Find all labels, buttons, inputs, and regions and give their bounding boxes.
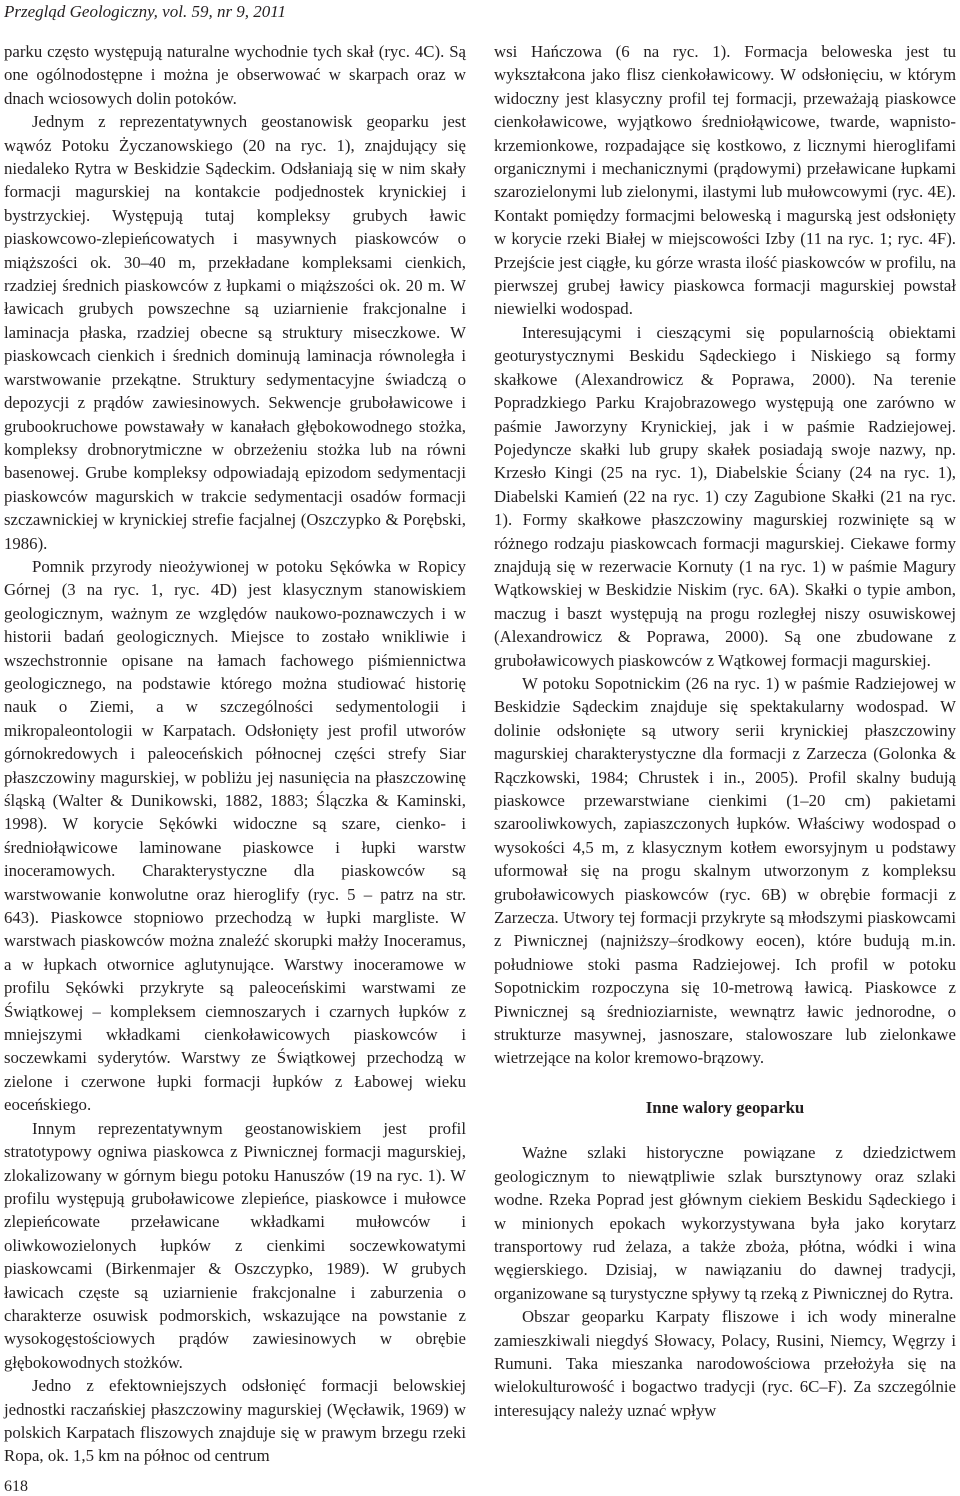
right-column [494, 40, 956, 1422]
paragraph: Pomnik przyrody nieożywionej w potoku Sękówka w Ropicy Górnej (3 na ryc. 1, ryc. 4D) jest klasycznym stanowiskiem geologicznym, ważnym ze względów naukowo-poznawczych i w historii badań geologicznych. Miejsce to zostało wnikliwie i wszechstronnie opisane na łamach fachowego piśmiennictwa geologicznego, na podstawie którego można studiować historię nauk o Ziemi, a w szczególności sedymentologii i mikropaleontologii w Karpatach. Odsłonięty jest profil utworów górnokredowych i paleoceńskich północnej części strefy Siar płaszczowiny magurskiej, w pobliżu jej nasunięcia na płaszczowinę śląską (Walter & Dunikowski, 1882, 1883; Ślączka & Kaminski, 1998). W korycie Sękówki widoczne są szare, cienko- i średniołąwicowe laminowane piaskowce i łupki warstw inoceramowych. Charakterystyczne dla piaskowców są warstwowanie konwolutne oraz hieroglify (ryc. 5 – patrz na str. 643). Piaskowce stopniowo przechodzą w łupki margliste. W warstwach piaskowców można znaleźć skorupki małży Inoceramus, a w łupkach otwornice aglutynujące. Warstwy inoceramowe w profilu Sękówki przykryte są paleoceńskimi warstwami ze Świątkowej – kompleksem ciemnoszarych i czarnych łupków z mniejszymi wkładkami cienkoławicowych piaskowców i soczewkami syderytów. Warstwy ze Świątkowej przechodzą w zielone i czerwone łupki formacji łupków z Łabowej wieku eoceńskiego. [4, 556, 466, 1115]
left-column [4, 40, 466, 1468]
running-head: Przegląd Geologiczny, vol. 59, nr 9, 2011 [4, 2, 287, 21]
paragraph: Innym reprezentatywnym geostanowiskiem jest profil stratotypowy ogniwa piaskowca z Piwnicznej formacji magurskiej, zlokalizowany w górnym biegu potoku Hanuszów (19 na ryc. 1). W profilu występują gruboławicowe zlepieńce, piaskowce i mułowce zlepieńcowate przeławicane wkładkami mułowców i oliwkowozielonych łupków z cienkimi soczewkowatymi piaskowcami (Birkenmajer & Oszczypko, 1989). W grubych ławicach częste są uziarnienie frakcjonalne i zaburzenia o charakterze osuwisk podmorskich, wskazujące na powstanie z wysokogęstościowych prądów zawiesinowych w obrębie głębokowodnych stożków. [4, 1118, 466, 1372]
paragraph: Jednym z reprezentatywnych geostanowisk geoparku jest wąwóz Potoku Życzanowskiego (20 na ryc. 1), znajdujący się niedaleko Rytra w Beskidzie Sądeckim. Odsłaniają się w nim skały formacji magurskiej na kontakcie podjednostek krynickiej i bystrzyckiej. Występują tutaj kompleksy grubych ławic piaskowcowo-zlepieńcowatych i masywnych piaskowców o miąższości ok. 30–40 m, przekładane kompleksami cienkich, rzadziej średnich piaskowców z łupkami o miąższości ok. 20 m. W ławicach grubych powszechne są uziarnienie frakcjonalne i laminacja płaska, rzadziej obecne są struktury miseczkowe. W piaskowcach cienkich i średnich dominują laminacja równoległa i warstwowanie przekątne. Struktury sedymentacyjne świadczą o depozycji z prądów zawiesinowych. Sekwencje gruboławicowe i grubookruchowe powstawały w kanałach głębokowodnego stożka, kompleksy drobnorytmiczne w obrzeżeniu stożka lub na równi basenowej. Grube kompleksy odpowiadają epizodom sedymentacji piaskowców magurskich w trakcie sedymentacji osadów formacji szczawnickiej w krynickiej strefie facjalnej (Oszczypko & Porębski, 1986). [4, 112, 466, 553]
paragraph: wsi Hańczowa (6 na ryc. 1). Formacja beloweska jest tu wykształcona jako flisz cienkoławicowy. W odsłonięciu, w którym widoczny jest klasyczny profil tej formacji, przeważają piaskowce cienkoławicowe, wyjątkowo średniołąwicowe, twarde, wapnisto-krzemionkowe, rozpadające się kostkowo, z licznymi hieroglifami organicznymi i mechanicznymi (prądowymi) przeławicane łupkami szarozielonymi lub zielonymi, ilastymi lub mułowcowymi (ryc. 4E). Kontakt pomiędzy formacjmi beloweską i magurską jest odsłonięty w korycie rzeki Białej w miejscowości Izby (11 na ryc. 1; ryc. 4F). Przejście jest ciągłe, ku górze wrasta ilość piaskowców w profilu, na pierwszej grubej ławicy piaskowca formacji magurskiej powstał niewielki wodospad. [494, 42, 956, 319]
paragraph: Obszar geoparku Karpaty fliszowe i ich wody mineralne zamieszkiwali niegdyś Słowacy, Polacy, Rusini, Niemcy, Węgrzy i Rumuni. Taka mieszanka narodowościowa przełożyła się na wielokulturowość i bogactwo tradycji (ryc. 6C–F). Za szczególnie interesujący należy uznać wpływ [494, 1307, 956, 1420]
section-heading: Inne walory geoparku [645, 1097, 805, 1117]
paragraph: parku często występują naturalne wychodnie tych skał (ryc. 4C). Są one ogólnodostępne i można je obserwować w skarpach oraz w dnach wciosowych dolin potoków. [4, 42, 466, 108]
paragraph: W potoku Sopotnickim (26 na ryc. 1) w paśmie Radziejowej w Beskidzie Sądeckim znajduje się spektakularny wodospad. W dolinie odsłonięte są utwory serii krynickiej płaszczowiny magurskiej charakterystyczne dla formacji z Zarzecza (Golonka & Rączkowski, 1984; Chrustek i in., 2005). Profil skalny budują piaskowce przewarstwiane cienkimi (1–20 cm) pakietami szarooliwkowych, zapiaszczonych łupków. Właściwy wodospad o wysokości 4,5 m, z klasycznym kotłem eworsyjnym u podstawy uformował się na progu skalnym utworzonym z kompleksu gruboławicowych piaskowców (ryc. 6B) w obrębie formacji z Zarzecza. Utwory tej formacji przykryte są młodszymi piaskowcami z Piwnicznej (najniższy–środkowy eocen), które budują m.in. południowe stoki pasma Radziejowej. Ich profil w potoku Sopotnickim rozpoczyna się 10-metrową ławicą. Piaskowce z Piwnicznej są średnioziarniste, wewnątrz ławic jednorodne, o strukturze masywnej, jasnoszare, stalowoszare lub zielonkawe wietrzejące na kolor kremowo-brązowy. [494, 673, 956, 1068]
paragraph: Ważne szlaki historyczne powiązane z dziedzictwem geologicznym to niewątpliwie szlak bursztynowy oraz szlaki wodne. Rzeka Poprad jest głównym ciekiem Beskidu Sądeckiego i w minionych epokach wykorzystywana była jako korytarz transportowy rud żelaza, a także zboża, płótna, wódki i wina węgierskiego. Dzisiaj, w nawiązaniu do dawnej tradycji, organizowane są turystyczne spływy tą rzeką z Piwnicznej do Rytra. [494, 1143, 956, 1303]
paragraph: Jedno z efektowniejszych odsłonięć formacji belowskiej jednostki raczańskiej płaszczowiny magurskiej (Węcławik, 1969) w polskich Karpatach fliszowych znajduje się w prawym brzegu rzeki Ropa, ok. 1,5 km na północ od centrum [4, 1376, 466, 1466]
paragraph: Interesującymi i cieszącymi się popularnością obiektami geoturystycznymi Beskidu Sądeckiego i Niskiego są formy skałkowe (Alexandrowicz & Poprawa, 2000). Na terenie Popradzkiego Parku Krajobrazowego występują one zarówno w paśmie Jaworzyny Krynickiej, jak i w paśmie Radziejowej. Pojedyncze skałki lub grupy skałek posiadają swoje nazwy, np. Krzesło Kingi (25 na ryc. 1), Diabelskie Ściany (24 na ryc. 1), Diabelski Kamień (22 na ryc. 1) czy Zagubione Skałki (21 na ryc. 1). Formy skałkowe płaszczowiny magurskiej rozwinięte są w różnego rodzaju piaskowcach formacji magurskiej. Ciekawe formy znajdują się w rezerwacie Kornuty (1 na ryc. 1) w paśmie Magury Wątkowskiej w Beskidzie Niskim (ryc. 6A). Skałki o typie ambon, maczug i baszt występują na progu rozległej niszy osuwiskowej (Alexandrowicz & Poprawa, 2000). Są one zbudowane z gruboławicowych piaskowców z Wątkowej formacji magurskiej. [494, 322, 956, 670]
page-number: 618 [4, 1478, 28, 1495]
